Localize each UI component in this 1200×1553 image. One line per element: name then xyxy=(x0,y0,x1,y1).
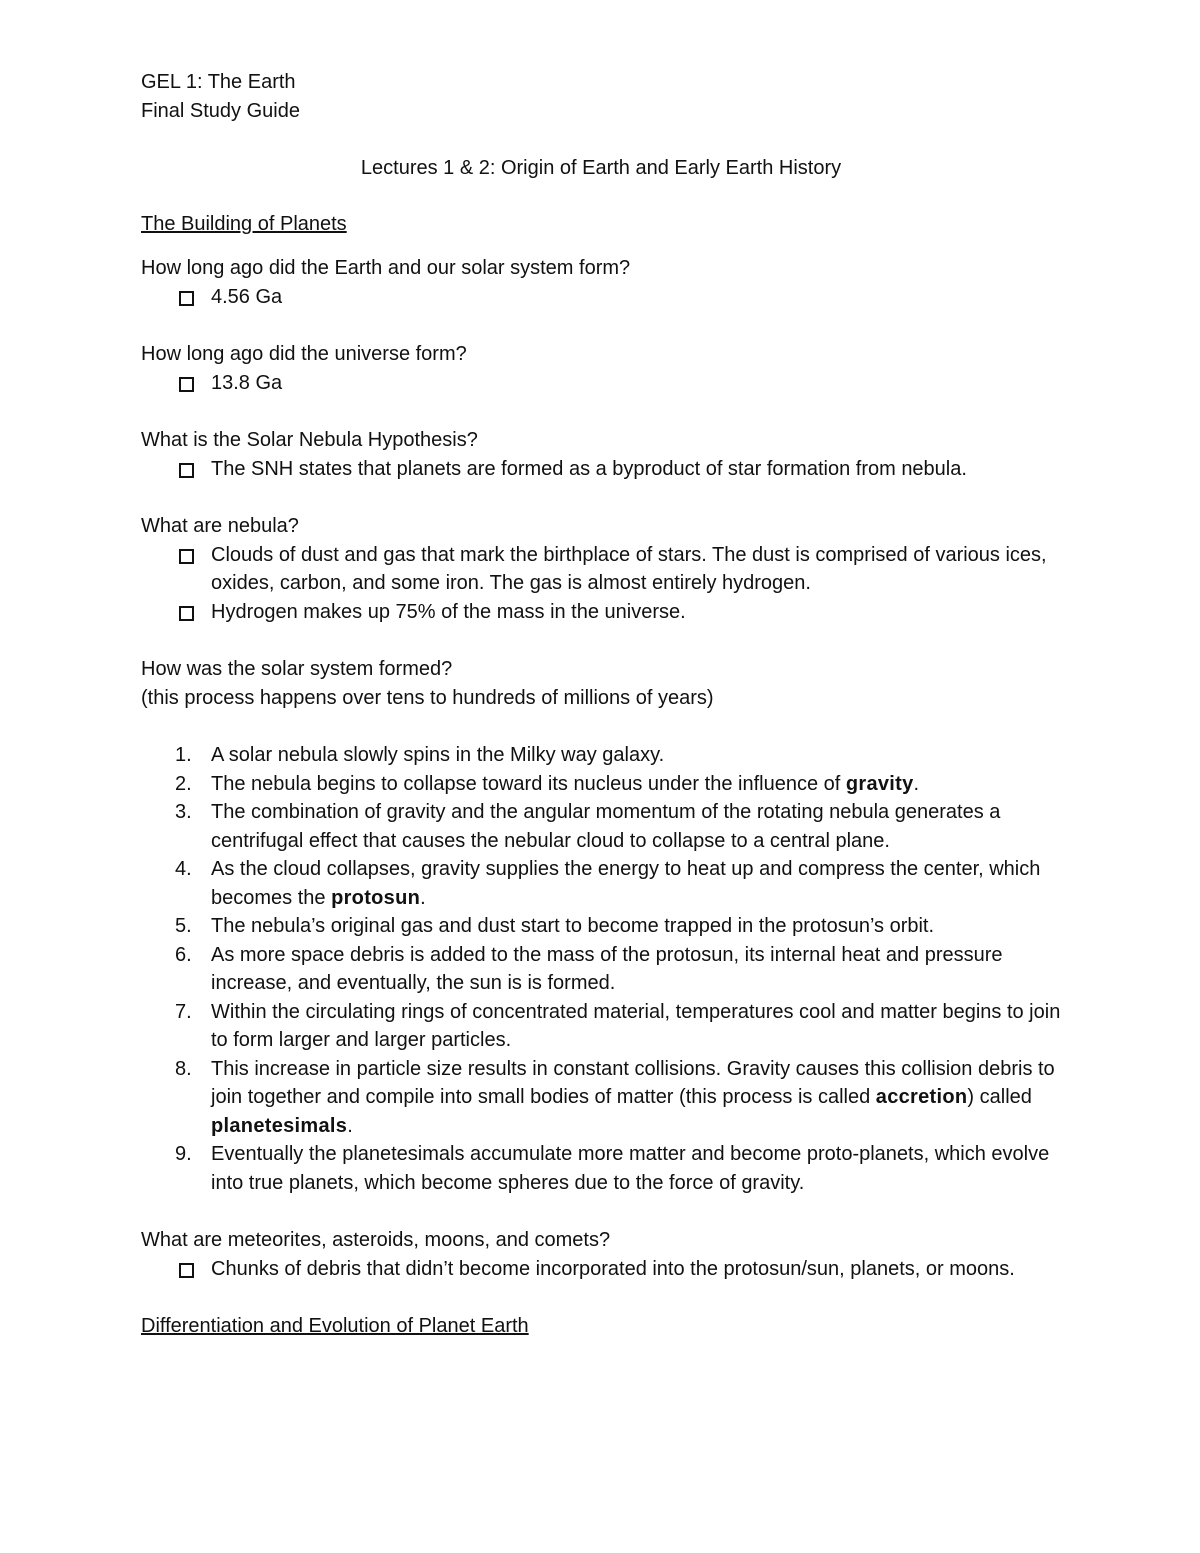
answer-list xyxy=(141,1255,1061,1284)
checkbox-icon xyxy=(179,463,194,478)
step-text: As more space debris is added to the mass of the protosun, its internal heat and pressure increase, and eventually, the sun is is formed. xyxy=(211,943,1003,994)
step-text: This increase in particle size results in constant collisions. Gravity causes this collision debris to join together and compile into small bodies of matter (this process is called xyxy=(211,1057,1055,1108)
list-item xyxy=(141,855,1061,912)
step-number: 7. xyxy=(175,1000,192,1023)
step-number: 3. xyxy=(175,801,192,823)
lecture-title: Lectures 1 & 2: Origin of Earth and Early Earth History xyxy=(360,157,842,179)
question: How long ago did the Earth and our solar system form? xyxy=(141,257,631,279)
step-text: Eventually the planetesimals accumulate more matter and become proto-planets, which evolve into true planets, which become spheres due to the force of gravity. xyxy=(211,1143,1050,1194)
checkbox-icon xyxy=(179,377,194,392)
step-text: . xyxy=(913,772,920,795)
formation-steps xyxy=(141,741,1061,1197)
answer-list xyxy=(141,283,1061,312)
bold-term: accretion xyxy=(875,1086,968,1108)
section-heading-building: The Building of Planets xyxy=(141,212,347,235)
bold-term: planetesimals xyxy=(211,1114,348,1137)
list-item xyxy=(141,770,1061,799)
step-number: 1. xyxy=(175,744,192,766)
list-item xyxy=(141,541,1061,598)
bold-term: gravity xyxy=(845,772,914,795)
step-text: As the cloud collapses, gravity supplies the energy to heat up and compress the center, which becomes the xyxy=(211,858,1041,909)
list-item xyxy=(141,1055,1061,1141)
list-item xyxy=(141,941,1061,998)
question: What are meteorites, asteroids, moons, and comets? xyxy=(141,1229,611,1251)
step-number: 8. xyxy=(175,1057,192,1080)
step-text: . xyxy=(420,886,426,909)
step-number: 2. xyxy=(175,772,192,795)
step-text: The nebula begins to collapse toward its nucleus under the influence of xyxy=(211,772,846,795)
doc-title: Final Study Guide xyxy=(141,99,300,122)
list-item xyxy=(141,798,1061,855)
answer-text: The SNH states that planets are formed as a byproduct of star formation from nebula. xyxy=(211,457,967,480)
list-item xyxy=(141,369,1061,398)
bold-term: protosun xyxy=(331,886,421,909)
step-text: ) called xyxy=(967,1086,1032,1108)
answer-text: Clouds of dust and gas that mark the birthplace of stars. The dust is comprised of various ices, oxides, carbon, and some iron. The gas is almost entirely hydrogen. xyxy=(211,543,1047,594)
answer-text: Hydrogen makes up 75% of the mass in the universe. xyxy=(211,600,686,623)
question-note: (this process happens over tens to hundreds of millions of years) xyxy=(141,686,714,709)
list-item xyxy=(141,283,1061,312)
list-item xyxy=(141,1255,1061,1284)
section-heading-differentiation: Differentiation and Evolution of Planet Earth xyxy=(141,1315,529,1337)
step-number: 4. xyxy=(175,858,192,880)
list-item xyxy=(141,1140,1061,1197)
answer-list xyxy=(141,455,1061,484)
checkbox-icon xyxy=(179,606,194,621)
checkbox-icon xyxy=(179,291,194,306)
step-text: A solar nebula slowly spins in the Milky way galaxy. xyxy=(211,744,665,766)
list-item xyxy=(141,455,1061,484)
step-text: The combination of gravity and the angular momentum of the rotating nebula generates a centrifugal effect that causes the nebular cloud to collapse to a central plane. xyxy=(211,801,1001,852)
checkbox-icon xyxy=(179,549,194,564)
course-title: GEL 1: The Earth xyxy=(141,71,296,93)
step-text: Within the circulating rings of concentrated material, temperatures cool and matter begins to join to form larger and larger particles. xyxy=(211,1000,1061,1051)
document-body xyxy=(141,68,1061,1341)
step-text: . xyxy=(347,1114,353,1137)
list-item xyxy=(141,598,1061,627)
question: How was the solar system formed? xyxy=(141,658,453,680)
question: What are nebula? xyxy=(141,515,299,537)
list-item xyxy=(141,741,1061,770)
answer-list xyxy=(141,541,1061,627)
answer-text: 13.8 Ga xyxy=(211,371,283,394)
step-text: The nebula’s original gas and dust start to become trapped in the protosun’s orbit. xyxy=(211,915,935,937)
step-number: 5. xyxy=(175,915,192,937)
checkbox-icon xyxy=(179,1263,194,1278)
answer-text: 4.56 Ga xyxy=(211,285,283,308)
answer-list xyxy=(141,369,1061,398)
question: How long ago did the universe form? xyxy=(141,343,467,365)
question: What is the Solar Nebula Hypothesis? xyxy=(141,429,478,451)
step-number: 6. xyxy=(175,943,192,966)
list-item xyxy=(141,998,1061,1055)
step-number: 9. xyxy=(175,1143,192,1165)
list-item xyxy=(141,912,1061,941)
answer-text: Chunks of debris that didn’t become incorporated into the protosun/sun, planets, or moons. xyxy=(211,1257,1015,1280)
